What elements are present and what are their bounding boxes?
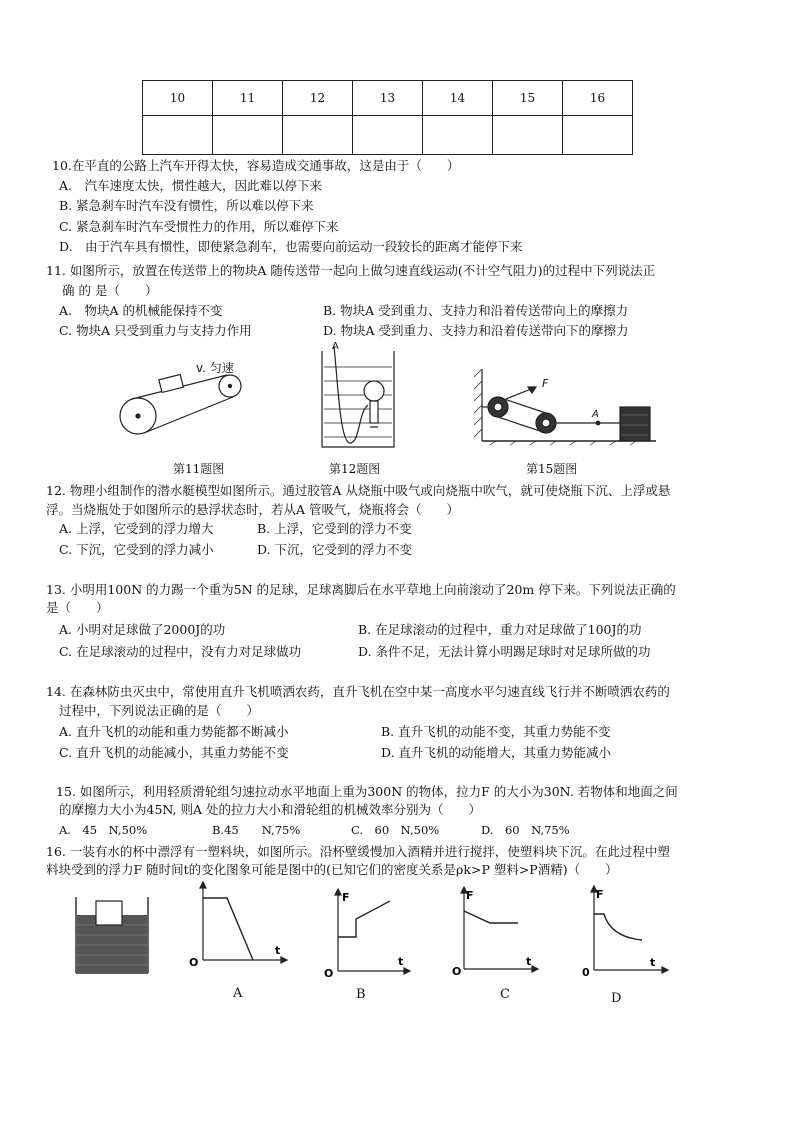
q11-option-a: A. 物块A 的机械能保持不变 [59, 303, 223, 318]
q13-option-b: B. 在足球滚动的过程中，重力对足球做了100J的功 [358, 622, 642, 637]
point-a [596, 421, 600, 425]
q10-option-d: D. 由于汽车具有惯性，即使紧急刹车，也需要向前运动一段较长的距离才能停下来 [59, 239, 523, 254]
q12-stem-line1: 12. 物理小组制作的潜水艇模型如图所示。通过胶管A 从烧瓶中吸气或向烧瓶中吹气，就可使烧瓶下沉、上浮或悬 [46, 483, 671, 498]
q11-option-d: D. 物块A 受到重力、支持力和沿着传送带向下的摩擦力 [323, 323, 629, 338]
q11-option-c: C. 物块A 只受到重力与支持力作用 [59, 323, 252, 338]
point-a-label: A [592, 409, 599, 420]
graph-d-f-label: F [596, 888, 604, 901]
graph-d [582, 884, 672, 978]
tube-label: A [332, 341, 339, 352]
wall-hatching [474, 369, 482, 437]
graph-d-t-label: t [650, 956, 656, 969]
graph-b-curve [338, 901, 390, 937]
graph-b-t-label: t [398, 955, 404, 968]
q11-stem-line1: 11. 如图所示，放置在传送带上的物块A 随传送带一起向上做匀速直线运动(不计空气阻力)的过程中下列说法正 [46, 263, 656, 278]
answer-cell[interactable] [213, 116, 283, 155]
q15-stem-line2: 的摩擦力大小为45N, 则A 处的拉力大小和滑轮组的机械效率分别为（ ） [59, 802, 481, 817]
upper-pulley-axle [228, 384, 231, 387]
conveyor-belt [120, 375, 241, 434]
q14-option-d: D. 直升飞机的动能增大，其重力势能减小 [381, 745, 612, 760]
answer-number: 11 [213, 81, 283, 116]
q13-stem-line1: 13. 小明用100N 的力踢一个重为5N 的足球，足球离脚后在水平草地上向前滚动了20m 停下来。下列说法正确的 [46, 582, 676, 597]
answer-cell[interactable] [563, 116, 633, 155]
answer-table [142, 80, 633, 155]
graph-c-letter: C [500, 987, 510, 1002]
force-label: F [542, 377, 549, 390]
graph-a-letter: A [233, 986, 243, 1001]
fixed-pulley-axle [494, 403, 502, 411]
graph-d-letter: D [611, 991, 622, 1006]
q13-option-a: A. 小明对足球做了2000J的功 [59, 622, 226, 637]
plastic-block [96, 901, 122, 925]
q12-option-a: A. 上浮，它受到的浮力增大 [59, 521, 214, 536]
answer-cell[interactable] [493, 116, 563, 155]
q12-option-d: D. 下沉，它受到的浮力不变 [257, 542, 413, 557]
speed-label: v. 匀速 [196, 361, 234, 375]
graph-b-f-label: F [342, 891, 350, 904]
q14-option-a: A. 直升飞机的动能和重力势能都不断减小 [59, 724, 289, 739]
water-lines [324, 367, 392, 437]
q11-option-b: B. 物块A 受到重力、支持力和沿着传送带向上的摩擦力 [323, 303, 629, 318]
block-a [159, 375, 183, 393]
graph-b-origin: O [324, 967, 334, 980]
q15-option-d: D. 60 N,75% [481, 823, 570, 837]
figure-15-caption: 第15题图 [526, 462, 578, 476]
flask-neck [370, 401, 378, 423]
q16-stem-line1: 16. 一装有水的杯中漂浮有一塑料块，如图所示。沿杯壁缓慢加入酒精并进行搅拌，使塑料块下沉。在此过程中塑 [46, 844, 670, 859]
q12-option-c: C. 下沉，它受到的浮力减小 [59, 542, 214, 557]
answer-number: 16 [563, 81, 633, 116]
graph-c-curve [464, 911, 518, 923]
figure-11-conveyor [110, 350, 260, 440]
q10-stem: 10.在平直的公路上汽车开得太快，容易造成交通事故，这是由于（ ） [52, 158, 460, 173]
q12-option-b: B. 上浮，它受到的浮力不变 [257, 521, 412, 536]
graph-c-f-label: F [466, 889, 474, 902]
q13-stem-line2: 是（ ） [46, 600, 109, 615]
q14-option-b: B. 直升飞机的动能不变，其重力势能不变 [381, 724, 611, 739]
graph-d-curve [594, 914, 642, 940]
q15-option-c: C. 60 N,50% [351, 823, 440, 837]
graph-c-origin: O [452, 965, 462, 978]
graph-a-t-label: t [275, 944, 281, 957]
graph-a-origin: O [189, 956, 199, 969]
answer-number: 12 [283, 81, 353, 116]
graph-c [452, 885, 542, 977]
q14-stem-line2: 过程中，下列说法正确的是（ ） [59, 703, 260, 718]
graph-a [185, 880, 295, 970]
q10-option-c: C. 紧急刹车时汽车受惯性力的作用，所以难停下来 [59, 219, 339, 234]
graph-d-origin: 0 [582, 966, 590, 979]
q14-stem-line1: 14. 在森林防虫灭虫中，常使用直升飞机喷洒农药，直升飞机在空中某一高度水平匀速直线飞行并不断喷洒农药的 [46, 684, 670, 699]
answer-number: 10 [143, 81, 213, 116]
answer-cell[interactable] [423, 116, 493, 155]
flask [364, 381, 384, 401]
object-block [620, 407, 650, 441]
figure-15-pulley [470, 365, 660, 445]
graph-c-t-label: t [526, 955, 532, 968]
q15-option-b: B.45 N,75% [212, 823, 301, 837]
q13-option-c: C. 在足球滚动的过程中，没有力对足球做功 [59, 644, 302, 659]
figure-12-submarine [318, 343, 398, 453]
movable-pulley-axle [542, 419, 550, 427]
q11-stem-line2: 确 的 是（ ） [62, 283, 158, 298]
figure-12-caption: 第12题图 [329, 462, 381, 476]
q10-option-b: B. 紧急刹车时汽车没有惯性，所以难以停下来 [59, 198, 314, 213]
q15-option-a: A. 45 N,50% [59, 823, 148, 837]
q15-stem-line1: 15. 如图所示，利用轻质滑轮组匀速拉动水平地面上重为300N 的物体，拉力F 的大小为30N. 若物体和地面之间 [56, 784, 678, 799]
figure-16-cup [72, 895, 152, 975]
belt-bottom [144, 397, 233, 433]
answer-number: 15 [493, 81, 563, 116]
answer-cell[interactable] [353, 116, 423, 155]
answer-number: 13 [353, 81, 423, 116]
answer-cell[interactable] [143, 116, 213, 155]
figure-11-caption: 第11题图 [173, 462, 225, 476]
lower-pulley-axle [136, 414, 140, 418]
graph-a-curve [203, 898, 253, 960]
q10-option-a: A. 汽车速度太快，惯性越大，因此难以停下来 [59, 178, 323, 193]
graph-b-letter: B [356, 987, 366, 1002]
q16-stem-line2: 料块受到的浮力F 随时间t的变化图象可能是图中的(已知它们的密度关系是ρk>P 塑料>P酒精)（ ） [46, 862, 618, 877]
answer-cell[interactable] [283, 116, 353, 155]
answer-number: 14 [423, 81, 493, 116]
q13-option-d: D. 条件不足，无法计算小明踢足球时对足球所做的功 [358, 644, 651, 659]
q12-stem-line2: 浮。当烧瓶处于如图所示的悬浮状态时，若从A 管吸气，烧瓶将会（ ） [46, 502, 460, 517]
graph-b [320, 887, 415, 979]
q14-option-c: C. 直升飞机的动能减小，其重力势能不变 [59, 745, 289, 760]
